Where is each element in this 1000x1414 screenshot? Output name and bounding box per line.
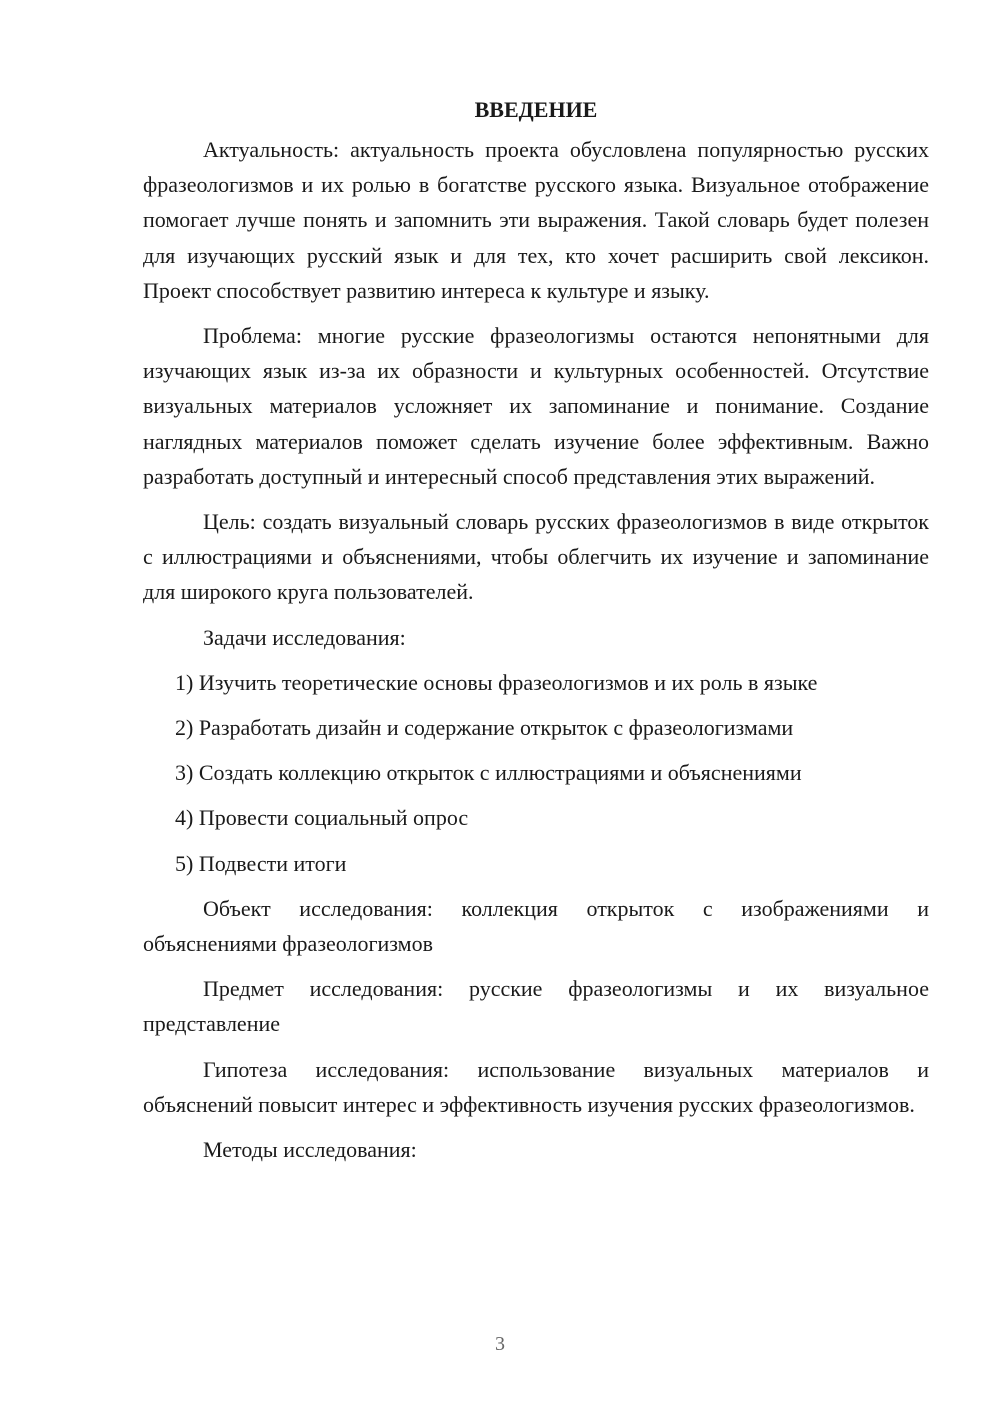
list-item: 3) Создать коллекцию открыток с иллюстрациями и объяснениями <box>175 760 802 786</box>
subject-paragraph: Предмет исследования: русские фразеологизмы и их визуальное представление <box>143 976 929 1037</box>
tasks-list <box>143 665 929 881</box>
list-item: 2) Разработать дизайн и содержание открыток с фразеологизмами <box>175 715 794 741</box>
problem-paragraph: Проблема: многие русские фразеологизмы остаются непонятными для изучающих язык из-за их образности и культурных особенностей. Отсутствие визуальных материалов усложняет их запоминание и понимание. Создание наглядных материалов поможет сделать изучение более эффективным. Важно разработать доступный и интересный способ представления этих выражений. <box>143 323 929 489</box>
goal-paragraph: Цель: создать визуальный словарь русских фразеологизмов в виде открыток с иллюстрациями и объяснениями, чтобы облегчить их изучение и запоминание для широкого круга пользователей. <box>143 509 929 605</box>
list-item: 4) Провести социальный опрос <box>175 805 469 831</box>
hypothesis-paragraph: Гипотеза исследования: использование визуальных материалов и объяснений повысит интерес и эффективность изучения русских фразеологизмов. <box>143 1056 929 1117</box>
relevance-paragraph: Актуальность: актуальность проекта обусловлена популярностью русских фразеологизмов и их ролью в богатстве русского языка. Визуальное отображение помогает лучше понять и запомнить эти выражения. Такой словарь будет полезен для изучающих русский язык и для тех, кто хочет расширить свой лексикон. Проект способствует развитию интереса к культуре и языку. <box>143 137 929 303</box>
tasks-heading: Задачи исследования: <box>203 624 406 650</box>
list-item: 1) Изучить теоретические основы фразеологизмов и их роль в языке <box>175 669 818 695</box>
methods-heading: Методы исследования: <box>203 1137 417 1163</box>
document-page <box>143 92 929 1177</box>
section-title: ВВЕДЕНИЕ <box>474 97 598 122</box>
object-paragraph: Объект исследования: коллекция открыток с изображениями и объяснениями фразеологизмов <box>143 895 929 957</box>
list-item: 5) Подвести итоги <box>175 850 347 876</box>
page-number: 3 <box>495 1333 505 1355</box>
